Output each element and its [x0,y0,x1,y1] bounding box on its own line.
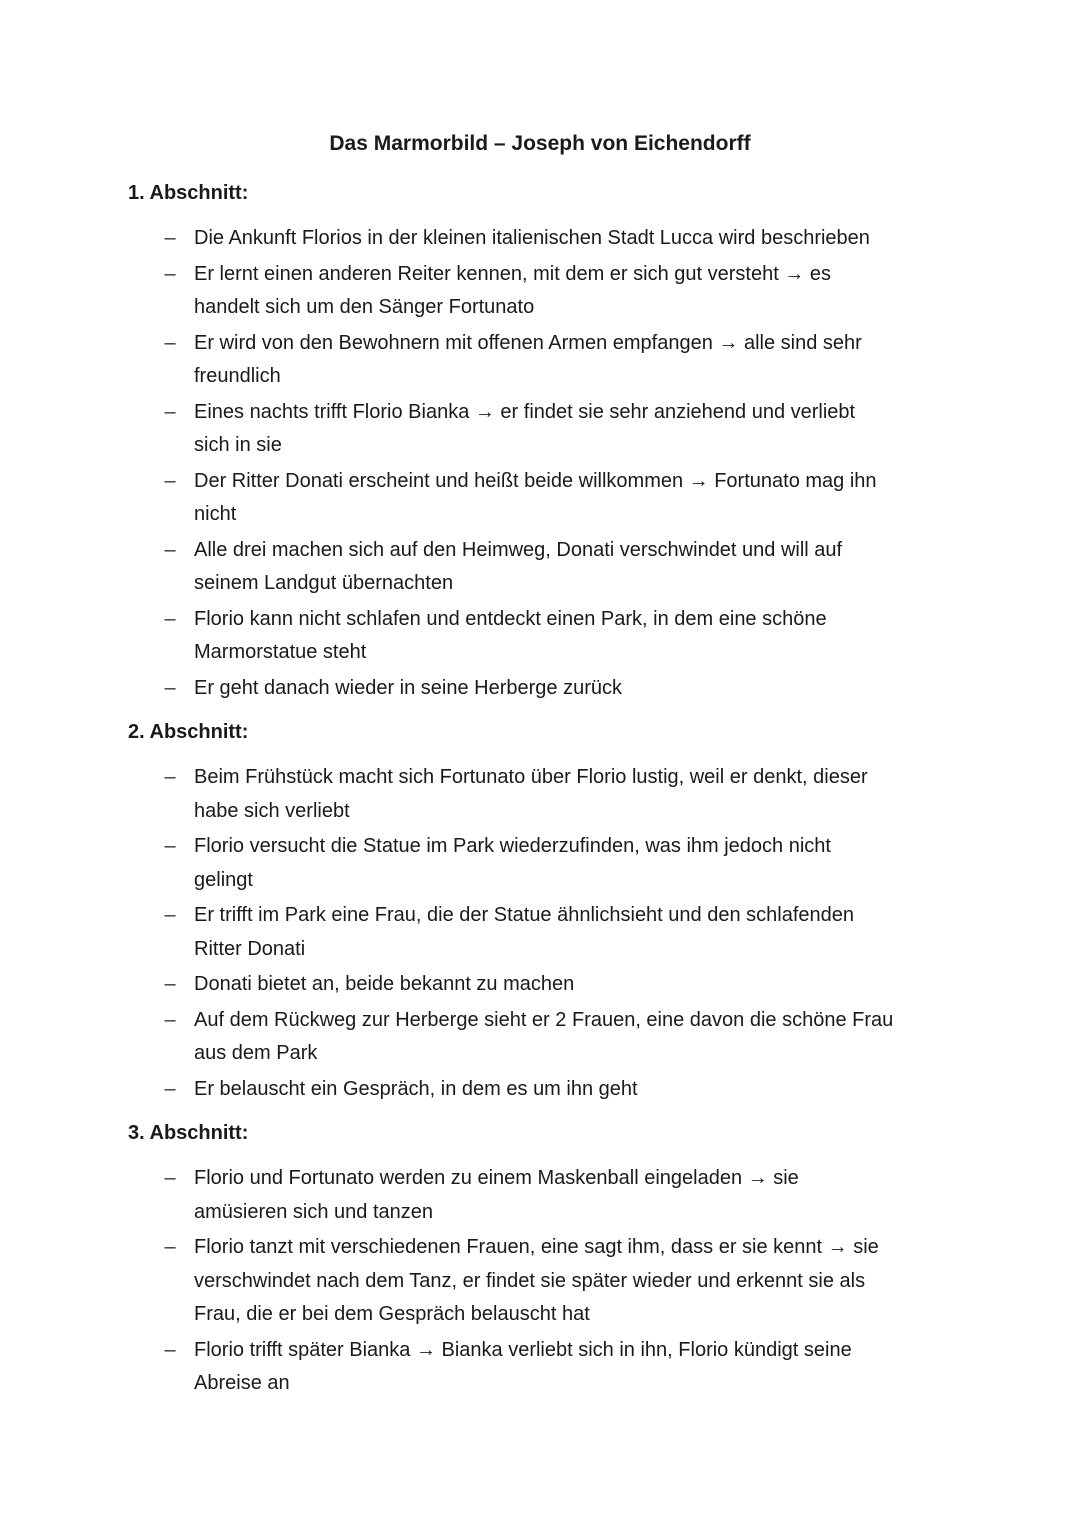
list-item [128,830,958,897]
dash-bullet-icon: – [164,1167,176,1189]
dash-bullet-icon: – [164,1338,176,1361]
section-3 [128,1116,958,1401]
document-title: Das Marmorbild – Joseph von Eichendorff [329,132,751,155]
list-item-text: Eines nachts trifft Florio Bianka → er findet sie sehr anziehend und verliebt sich in sie [194,400,856,456]
list-item [128,1231,958,1332]
dash-bullet-icon: – [164,469,176,492]
list-item-text: Donati bietet an, beide bekannt zu machen [194,973,575,995]
list-item [128,968,958,1002]
list-item-text: Der Ritter Donati erscheint und heißt beide willkommen → Fortunato mag ihn nicht [194,469,877,525]
list-item-text: Die Ankunft Florios in der kleinen italienischen Stadt Lucca wird beschrieben [194,227,870,249]
bullet-list [128,1162,958,1401]
list-item [128,534,958,601]
list-item-text: Er trifft im Park eine Frau, die der Statue ähnlichsieht und den schlafenden Ritter Donati [194,904,855,960]
list-item [128,1162,958,1229]
list-item [128,761,958,828]
dash-bullet-icon: – [164,262,176,285]
section-heading: 1. Abschnitt: [128,182,249,204]
dash-bullet-icon: – [164,766,176,788]
list-item-text: Florio tanzt mit verschiedenen Frauen, eine sagt ihm, dass er sie kennt → sie verschwindet nach dem Tanz, er findet sie später wieder und erkennt sie als Frau, die er bei dem Gespräch belauscht hat [194,1236,879,1325]
list-item-text: Er belauscht ein Gespräch, in dem es um ihn geht [194,1077,638,1100]
dash-bullet-icon: – [164,676,176,699]
list-item [128,327,958,394]
dash-bullet-icon: – [164,331,176,354]
list-item [128,465,958,532]
dash-bullet-icon: – [164,227,176,249]
list-item [128,672,958,706]
list-item [128,222,958,256]
bullet-list [128,761,958,1106]
section-2 [128,715,958,1106]
list-item-text: Florio kann nicht schlafen und entdeckt einen Park, in dem eine schöne Marmorstatue steht [194,607,827,663]
list-item-text: Florio trifft später Bianka → Bianka verliebt sich in ihn, Florio kündigt seine Abreise an [194,1338,852,1394]
dash-bullet-icon: – [164,538,176,561]
list-item-text: Er geht danach wieder in seine Herberge zurück [194,676,623,699]
section-heading: 3. Abschnitt: [128,1122,249,1144]
list-item-text: Er lernt einen anderen Reiter kennen, mit dem er sich gut versteht → es handelt sich um den Sänger Fortunato [194,262,831,318]
list-item [128,1073,958,1107]
dash-bullet-icon: – [164,607,176,630]
dash-bullet-icon: – [164,1008,176,1031]
list-item-text: Florio und Fortunato werden zu einem Maskenball eingeladen → sie amüsieren sich und tanzen [194,1167,799,1223]
list-item-text: Beim Frühstück macht sich Fortunato über Florio lustig, weil er denkt, dieser habe sich verliebt [194,766,868,822]
dash-bullet-icon: – [164,400,176,423]
list-item [128,603,958,670]
dash-bullet-icon: – [164,1236,176,1258]
list-item-text: Er wird von den Bewohnern mit offenen Armen empfangen → alle sind sehr freundlich [194,331,862,387]
dash-bullet-icon: – [164,1077,176,1100]
list-item-text: Florio versucht die Statue im Park wiederzufinden, was ihm jedoch nicht gelingt [194,835,831,891]
section-1 [128,176,958,705]
list-item [128,258,958,325]
list-item [128,899,958,966]
section-heading: 2. Abschnitt: [128,721,249,743]
dash-bullet-icon: – [164,904,176,926]
list-item-text: Auf dem Rückweg zur Herberge sieht er 2 Frauen, eine davon die schöne Frau aus dem Park [194,1008,894,1064]
bullet-list [128,222,958,705]
dash-bullet-icon: – [164,835,176,857]
sections-container [128,176,958,1411]
list-item-text: Alle drei machen sich auf den Heimweg, Donati verschwindet und will auf seinem Landgut übernachten [194,538,843,594]
list-item [128,396,958,463]
dash-bullet-icon: – [164,973,176,995]
list-item [128,1004,958,1071]
list-item [128,1334,958,1401]
